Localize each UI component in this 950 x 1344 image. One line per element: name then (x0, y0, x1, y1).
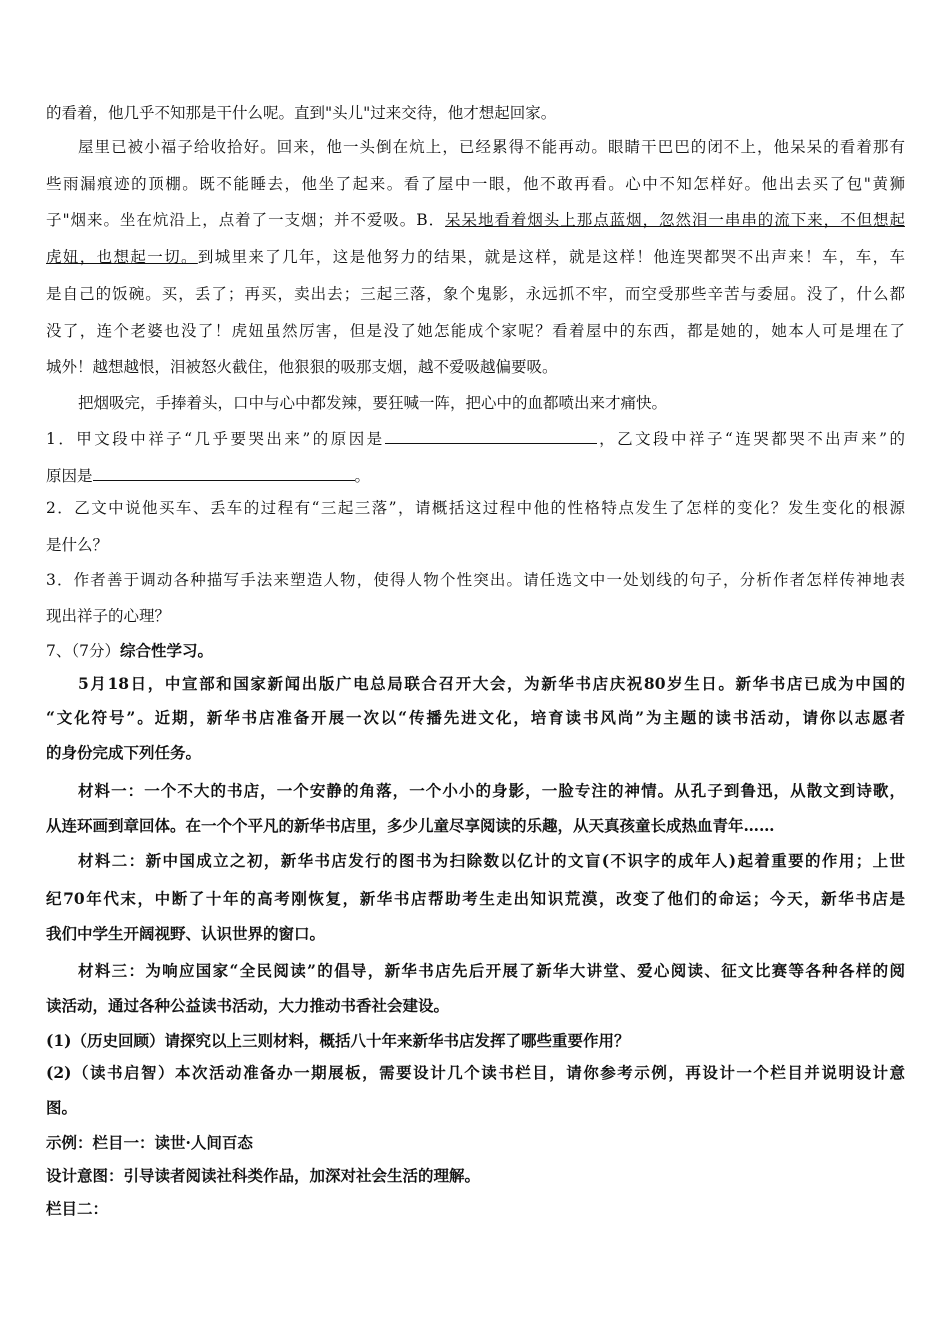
section-number: 7、（7分） (46, 642, 120, 660)
intro-line: 的身份完成下列任务。 (46, 743, 202, 762)
material-1-cont: 从连环画到章回体。在一个个平凡的新华书店里，多少儿童尽享阅读的乐趣，从天真孩童长成热血青年…… (46, 816, 775, 835)
question-3: 3．作者善于调动各种描写手法来塑造人物，使得人物个性突出。请任选文中一处划线的句子，分析作者怎样传神地表 (46, 571, 905, 589)
passage-line: 把烟吸完，手捧着头，口中与心中都发辣，要狂喊一阵，把心中的血都喷出来才痛快。 (78, 394, 668, 412)
passage-line: 城外！越想越恨，泪被怒火截住，他狠狠的吸那支烟，越不爱吸越偏要吸。 (46, 358, 558, 376)
passage-line: 是自己的饭碗。买，丢了；再买，卖出去；三起三落，象个鬼影，永远抓不牢，而空受那些辛苦与委屈。没了，什么都 (46, 285, 905, 303)
question-1 (46, 427, 905, 449)
intro-line: “文化符号”。近期，新华书店准备开展一次以“传播先进文化，培育读书风尚”为主题的读书活动，请你以志愿者 (46, 708, 905, 727)
task-1: (1)（历史回顾）请探究以上三则材料，概括八十年来新华书店发挥了哪些重要作用？ (46, 1031, 630, 1050)
question-text: 1．甲文段中祥子“几乎要哭出来”的原因是 (46, 430, 385, 448)
passage-text: 子"烟来。坐在炕沿上，点着了一支烟；并不爱吸。B． (46, 211, 446, 229)
section-title: 综合性学习。 (119, 641, 213, 660)
column-2-label: 栏目二： (46, 1199, 109, 1218)
question-text: 。 (354, 467, 371, 485)
question-2-cont: 是什么？ (46, 536, 109, 554)
underlined-sentence: 虎妞，也想起一切。 (46, 248, 198, 266)
material-1: 材料一：一个不大的书店，一个安静的角落，一个小小的身影，一脸专注的神情。从孔子到鲁迅，从散文到诗歌， (78, 781, 905, 800)
example-line: 示例：栏目一：读世·人间百态 (46, 1133, 253, 1152)
underlined-sentence: 呆呆地看着烟头上那点蓝烟，忽然泪一串串的流下来，不但想起 (445, 211, 905, 229)
question-text: 原因是 (46, 467, 93, 485)
material-2-cont: 纪70年代末，中断了十年的高考刚恢复，新华书店帮助考生走出知识荒漠，改变了他们的命运；今天，新华书店是 (46, 889, 905, 908)
material-3: 材料三：为响应国家“全民阅读”的倡导，新华书店先后开展了新华大讲堂、爱心阅读、征文比赛等各种各样的阅 (78, 961, 905, 980)
material-2: 材料二：新中国成立之初，新华书店发行的图书为扫除数以亿计的文盲(不识字的成年人)起着重要的作用；上世 (78, 851, 905, 870)
answer-blank[interactable] (385, 427, 597, 444)
question-3-cont: 现出祥子的心理？ (46, 607, 171, 625)
section-7-heading (46, 641, 905, 661)
answer-blank[interactable] (93, 464, 355, 481)
passage-line: 的看着，他几乎不知那是干什么呢。直到"头儿"过来交待，他才想起回家。 (46, 104, 557, 122)
material-3-cont: 读活动，通过各种公益读书活动，大力推动书香社会建设。 (46, 996, 450, 1015)
material-2-cont: 我们中学生开阔视野、认识世界的窗口。 (46, 924, 326, 943)
task-2-cont: 图。 (46, 1098, 78, 1117)
passage-line: 屋里已被小福子给收拾好。回来，他一头倒在炕上，已经累得不能再动。眼睛干巴巴的闭不上，他呆呆的看着那有 (78, 138, 905, 156)
passage-line (46, 247, 905, 267)
passage-line: 些雨漏痕迹的顶棚。既不能睡去，他坐了起来。看了屋中一眼，他不敢再看。心中不知怎样好。他出去买了包"黄狮 (46, 175, 905, 193)
passage-line (46, 210, 905, 230)
question-text: ，乙文段中祥子“连哭都哭不出声来”的 (596, 430, 905, 448)
question-1-cont (46, 464, 905, 486)
task-2: (2)（读书启智）本次活动准备办一期展板，需要设计几个读书栏目，请你参考示例，再设计一个栏目并说明设计意 (46, 1063, 905, 1082)
passage-line: 没了，连个老婆也没了！虎妞虽然厉害，但是没了她怎能成个家呢？看着屋中的东西，都是她的，她本人可是埋在了 (46, 322, 905, 340)
question-2: 2．乙文中说他买车、丢车的过程有“三起三落”，请概括这过程中他的性格特点发生了怎样的变化？发生变化的根源 (46, 499, 905, 517)
design-intent: 设计意图：引导读者阅读社科类作品，加深对社会生活的理解。 (46, 1166, 481, 1185)
intro-line: 5月18日，中宣部和国家新闻出版广电总局联合召开大会，为新华书店庆祝80岁生日。新华书店已成为中国的 (78, 674, 905, 693)
passage-text: 到城里来了几年，这是他努力的结果，就是这样，就是这样！他连哭都哭不出声来！车，车，车 (197, 248, 905, 266)
